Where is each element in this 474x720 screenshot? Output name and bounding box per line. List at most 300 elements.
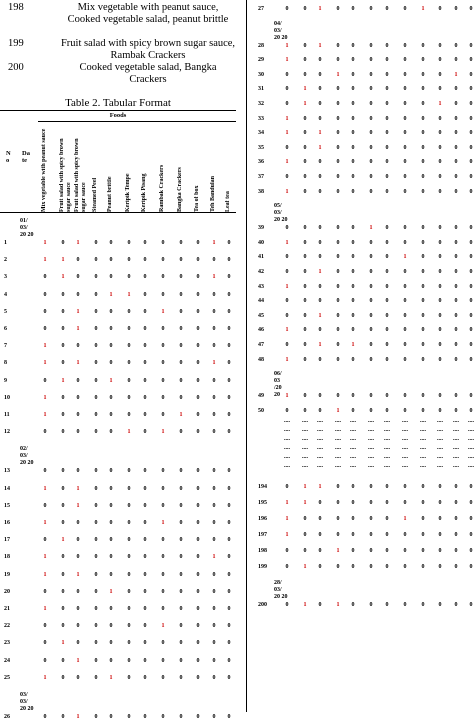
grid-cell: 0 — [351, 159, 355, 166]
grid-cell: 0 — [227, 714, 231, 720]
grid-cell: 0 — [179, 291, 183, 298]
grid-cell: 0 — [454, 6, 458, 12]
grid-cell: 1 — [43, 485, 47, 492]
row-number: 199 — [258, 564, 267, 571]
grid-cell: 0 — [469, 115, 473, 122]
grid-cell: 1 — [285, 283, 289, 290]
grid-cell: 0 — [76, 520, 80, 526]
grid-cell: 0 — [351, 516, 355, 523]
grid-cell: 0 — [76, 377, 80, 384]
grid-cell: 0 — [303, 283, 307, 290]
grid-cell: 0 — [336, 130, 340, 137]
grid-cell: 1 — [61, 640, 65, 647]
grid-cell: 0 — [212, 412, 216, 418]
grid-cell: 1 — [403, 516, 407, 523]
grid-cell: 0 — [43, 274, 47, 281]
ellipsis-cell: .... — [468, 418, 474, 425]
grid-cell: 0 — [109, 429, 113, 436]
row-number: 49 — [258, 393, 264, 400]
grid-cell: 0 — [318, 188, 322, 195]
column-header: Mix vegetable with peanut sauce — [41, 128, 47, 212]
grid-cell: 0 — [196, 606, 200, 612]
ellipsis-cell: .... — [368, 418, 374, 425]
grid-cell: 0 — [143, 571, 147, 578]
grid-cell: 0 — [43, 308, 47, 315]
grid-cell: 0 — [109, 274, 113, 281]
grid-cell: 1 — [336, 548, 340, 555]
grid-cell: 1 — [318, 342, 322, 348]
ellipsis-cell: .... — [317, 418, 323, 425]
grid-cell: 0 — [421, 312, 425, 319]
grid-cell: 0 — [94, 606, 98, 612]
grid-cell: 0 — [351, 532, 355, 539]
grid-cell: 0 — [403, 144, 407, 151]
grid-cell: 0 — [438, 312, 442, 319]
grid-cell: 0 — [196, 257, 200, 264]
row-number: 40 — [258, 239, 264, 246]
grid-cell: 0 — [336, 269, 340, 275]
ellipsis-cell: .... — [453, 454, 459, 461]
grid-cell: 0 — [351, 6, 355, 12]
row-number: 8 — [4, 360, 7, 367]
ellipsis-cell: .... — [402, 427, 408, 434]
grid-cell: 0 — [161, 326, 165, 332]
grid-cell: 0 — [438, 407, 442, 414]
grid-cell: 0 — [285, 144, 289, 151]
grid-cell: 0 — [303, 159, 307, 166]
foods-header: Foods — [109, 112, 127, 119]
grid-cell: 1 — [351, 342, 355, 348]
grid-cell: 0 — [143, 274, 147, 281]
grid-cell: 0 — [285, 174, 289, 180]
grid-cell: 0 — [454, 130, 458, 137]
grid-cell: 0 — [43, 657, 47, 664]
row-number: 22 — [4, 623, 10, 630]
grid-cell: 0 — [161, 554, 165, 561]
grid-cell: 0 — [61, 291, 65, 298]
grid-cell: 0 — [336, 174, 340, 180]
grid-cell: 0 — [212, 343, 216, 350]
grid-cell: 0 — [469, 71, 473, 78]
ellipsis-cell: .... — [384, 418, 390, 425]
grid-cell: 0 — [469, 254, 473, 261]
grid-cell: 0 — [438, 602, 442, 609]
ellipsis-cell: .... — [335, 454, 341, 461]
column-divider — [246, 0, 247, 712]
ellipsis-cell: .... — [368, 445, 374, 452]
grid-cell: 1 — [179, 412, 183, 418]
grid-cell: 0 — [61, 343, 65, 350]
grid-cell: 0 — [318, 239, 322, 246]
grid-cell: 0 — [179, 571, 183, 578]
grid-cell: 0 — [438, 86, 442, 93]
row-number: 45 — [258, 312, 264, 319]
grid-cell: 0 — [61, 429, 65, 436]
grid-cell: 0 — [403, 327, 407, 334]
grid-cell: 0 — [196, 571, 200, 578]
ellipsis-cell: .... — [284, 436, 290, 443]
grid-cell: 0 — [369, 71, 373, 78]
grid-cell: 1 — [76, 657, 80, 664]
grid-cell: 0 — [285, 254, 289, 261]
column-header: Leaf tea — [225, 191, 231, 212]
grid-cell: 1 — [303, 101, 307, 107]
grid-cell: 1 — [303, 602, 307, 609]
grid-cell: 0 — [94, 714, 98, 720]
grid-cell: 0 — [127, 537, 131, 544]
ellipsis-cell: .... — [368, 463, 374, 470]
grid-cell: 0 — [61, 657, 65, 664]
grid-cell: 0 — [469, 159, 473, 166]
grid-cell: 1 — [109, 377, 113, 384]
grid-cell: 0 — [161, 674, 165, 681]
grid-cell: 0 — [469, 602, 473, 609]
grid-cell: 0 — [127, 502, 131, 509]
grid-cell: 0 — [318, 393, 322, 400]
grid-cell: 0 — [94, 291, 98, 298]
grid-cell: 1 — [336, 407, 340, 414]
grid-cell: 0 — [143, 291, 147, 298]
ellipsis-cell: .... — [420, 418, 426, 425]
grid-cell: 0 — [109, 606, 113, 612]
grid-cell: 0 — [94, 377, 98, 384]
grid-cell: 0 — [303, 6, 307, 12]
grid-cell: 0 — [385, 327, 389, 334]
grid-cell: 1 — [43, 257, 47, 264]
grid-cell: 0 — [179, 274, 183, 281]
grid-cell: 0 — [61, 360, 65, 367]
grid-cell: 0 — [438, 516, 442, 523]
row-number: 27 — [258, 6, 264, 12]
grid-cell: 0 — [369, 564, 373, 571]
grid-cell: 0 — [285, 298, 289, 305]
row-number: 19 — [4, 571, 10, 578]
ellipsis-cell: .... — [284, 445, 290, 452]
grid-cell: 0 — [403, 500, 407, 507]
grid-cell: 0 — [303, 298, 307, 305]
grid-cell: 1 — [76, 240, 80, 246]
grid-cell: 0 — [196, 343, 200, 350]
grid-cell: 0 — [421, 484, 425, 491]
grid-cell: 0 — [469, 298, 473, 305]
grid-cell: 0 — [421, 159, 425, 166]
grid-cell: 0 — [212, 308, 216, 315]
grid-cell: 1 — [43, 360, 47, 367]
grid-cell: 1 — [336, 71, 340, 78]
row-number: 30 — [258, 71, 264, 78]
grid-cell: 0 — [143, 640, 147, 647]
grid-cell: 0 — [351, 407, 355, 414]
grid-cell: 0 — [454, 254, 458, 261]
grid-cell: 0 — [421, 188, 425, 195]
ellipsis-cell: .... — [384, 445, 390, 452]
grid-cell: 0 — [438, 71, 442, 78]
row-number: 35 — [258, 144, 264, 151]
grid-cell: 0 — [212, 326, 216, 332]
grid-cell: 0 — [76, 343, 80, 350]
grid-cell: 1 — [61, 377, 65, 384]
row-number: 37 — [258, 174, 264, 180]
grid-cell: 0 — [76, 291, 80, 298]
grid-cell: 0 — [303, 115, 307, 122]
grid-cell: 0 — [212, 377, 216, 384]
grid-cell: 0 — [43, 588, 47, 595]
row-number: 47 — [258, 342, 264, 348]
grid-cell: 0 — [318, 174, 322, 180]
grid-cell: 0 — [212, 502, 216, 509]
row-number: 32 — [258, 101, 264, 107]
grid-cell: 0 — [318, 71, 322, 78]
grid-cell: 0 — [469, 484, 473, 491]
grid-cell: 0 — [469, 269, 473, 275]
row-number: 200 — [258, 602, 267, 609]
grid-cell: 0 — [127, 623, 131, 630]
right-column — [258, 0, 474, 712]
grid-cell: 0 — [179, 240, 183, 246]
grid-cell: 0 — [143, 714, 147, 720]
row-number: 42 — [258, 269, 264, 275]
grid-cell: 0 — [336, 283, 340, 290]
grid-cell: 0 — [179, 468, 183, 475]
ellipsis-cell: .... — [468, 445, 474, 452]
grid-cell: 0 — [143, 240, 147, 246]
grid-cell: 0 — [351, 500, 355, 507]
grid-cell: 0 — [454, 407, 458, 414]
grid-cell: 0 — [161, 502, 165, 509]
grid-cell: 0 — [421, 71, 425, 78]
grid-cell: 0 — [336, 159, 340, 166]
grid-cell: 0 — [403, 269, 407, 275]
row-number: 29 — [258, 57, 264, 64]
grid-cell: 0 — [303, 254, 307, 261]
grid-cell: 0 — [94, 674, 98, 681]
grid-cell: 0 — [285, 484, 289, 491]
grid-cell: 0 — [454, 239, 458, 246]
grid-cell: 0 — [143, 588, 147, 595]
grid-cell: 1 — [76, 326, 80, 332]
grid-cell: 0 — [285, 407, 289, 414]
grid-cell: 0 — [438, 484, 442, 491]
grid-cell: 0 — [385, 312, 389, 319]
grid-cell: 1 — [212, 360, 216, 367]
grid-cell: 1 — [61, 274, 65, 281]
grid-cell: 0 — [385, 298, 389, 305]
grid-cell: 0 — [127, 588, 131, 595]
grid-cell: 0 — [143, 623, 147, 630]
grid-cell: 0 — [143, 308, 147, 315]
grid-cell: 0 — [454, 188, 458, 195]
grid-cell: 0 — [403, 602, 407, 609]
grid-cell: 0 — [179, 429, 183, 436]
grid-cell: 0 — [421, 42, 425, 49]
grid-cell: 0 — [43, 326, 47, 332]
grid-cell: 0 — [385, 130, 389, 137]
ellipsis-cell: .... — [350, 436, 356, 443]
ellipsis-cell: .... — [350, 463, 356, 470]
grid-cell: 0 — [285, 342, 289, 348]
ellipsis-cell: .... — [302, 436, 308, 443]
grid-cell: 0 — [385, 86, 389, 93]
grid-cell: 0 — [109, 308, 113, 315]
grid-cell: 0 — [61, 485, 65, 492]
grid-cell: 0 — [369, 86, 373, 93]
foods-rule — [38, 121, 236, 122]
grid-cell: 1 — [43, 394, 47, 401]
column-header: Bangka Crackers — [177, 167, 183, 212]
grid-cell: 0 — [109, 520, 113, 526]
grid-cell: 0 — [385, 283, 389, 290]
row-number: 43 — [258, 283, 264, 290]
grid-cell: 0 — [403, 57, 407, 64]
row-number: 21 — [4, 606, 10, 612]
grid-cell: 0 — [351, 548, 355, 555]
grid-cell: 0 — [212, 571, 216, 578]
grid-cell: 0 — [351, 101, 355, 107]
grid-cell: 0 — [161, 257, 165, 264]
grid-cell: 0 — [438, 564, 442, 571]
ellipsis-cell: .... — [350, 418, 356, 425]
grid-cell: 0 — [196, 588, 200, 595]
grid-cell: 0 — [212, 623, 216, 630]
grid-cell: 0 — [43, 537, 47, 544]
grid-cell: 0 — [403, 174, 407, 180]
row-number: 195 — [258, 500, 267, 507]
grid-cell: 0 — [403, 6, 407, 12]
grid-cell: 0 — [303, 57, 307, 64]
grid-cell: 0 — [336, 101, 340, 107]
grid-cell: 0 — [109, 360, 113, 367]
row-number: 196 — [258, 516, 267, 523]
grid-cell: 0 — [227, 554, 231, 561]
grid-cell: 0 — [212, 291, 216, 298]
ellipsis-cell: .... — [468, 427, 474, 434]
grid-cell: 0 — [369, 174, 373, 180]
grid-cell: 0 — [285, 86, 289, 93]
grid-cell: 0 — [43, 640, 47, 647]
grid-cell: 0 — [421, 516, 425, 523]
row-number: 14 — [4, 485, 10, 492]
grid-cell: 0 — [421, 564, 425, 571]
grid-cell: 0 — [351, 57, 355, 64]
grid-cell: 0 — [76, 468, 80, 475]
menu-row-no: 200 — [8, 62, 24, 73]
ellipsis-cell: .... — [437, 463, 443, 470]
grid-cell: 0 — [161, 240, 165, 246]
grid-cell: 0 — [61, 571, 65, 578]
grid-cell: 0 — [179, 360, 183, 367]
grid-cell: 0 — [369, 393, 373, 400]
grid-cell: 0 — [403, 548, 407, 555]
grid-cell: 1 — [438, 101, 442, 107]
grid-cell: 1 — [318, 484, 322, 491]
grid-cell: 0 — [421, 269, 425, 275]
grid-cell: 0 — [212, 714, 216, 720]
grid-cell: 0 — [94, 412, 98, 418]
grid-cell: 0 — [179, 714, 183, 720]
grid-cell: 0 — [303, 327, 307, 334]
grid-cell: 0 — [179, 674, 183, 681]
grid-cell: 0 — [109, 502, 113, 509]
row-number: 34 — [258, 130, 264, 137]
grid-cell: 0 — [469, 312, 473, 319]
grid-cell: 0 — [109, 537, 113, 544]
date-label: 06/ 03 /20 20 — [274, 371, 282, 399]
grid-cell: 0 — [227, 360, 231, 367]
ellipsis-cell: .... — [468, 454, 474, 461]
grid-cell: 0 — [336, 57, 340, 64]
grid-cell: 0 — [94, 520, 98, 526]
row-number: 15 — [4, 502, 10, 509]
ellipsis-cell: .... — [453, 427, 459, 434]
grid-cell: 0 — [76, 412, 80, 418]
grid-cell: 0 — [454, 356, 458, 363]
grid-cell: 0 — [212, 468, 216, 475]
grid-cell: 0 — [351, 327, 355, 334]
grid-cell: 0 — [369, 239, 373, 246]
grid-cell: 0 — [109, 554, 113, 561]
row-number: 9 — [4, 377, 7, 384]
ellipsis-cell: .... — [437, 454, 443, 461]
grid-cell: 0 — [143, 377, 147, 384]
row-number: 11 — [4, 412, 10, 418]
row-number: 46 — [258, 327, 264, 334]
grid-cell: 0 — [127, 571, 131, 578]
grid-cell: 0 — [61, 623, 65, 630]
grid-cell: 1 — [303, 564, 307, 571]
grid-cell: 0 — [336, 225, 340, 232]
grid-cell: 0 — [43, 623, 47, 630]
grid-cell: 0 — [469, 532, 473, 539]
grid-cell: 0 — [76, 674, 80, 681]
grid-cell: 0 — [227, 588, 231, 595]
ellipsis-cell: .... — [335, 418, 341, 425]
ellipsis-cell: .... — [384, 436, 390, 443]
ellipsis-cell: .... — [402, 436, 408, 443]
grid-cell: 0 — [285, 269, 289, 275]
grid-cell: 0 — [318, 564, 322, 571]
grid-cell: 0 — [143, 429, 147, 436]
grid-cell: 0 — [196, 412, 200, 418]
grid-cell: 0 — [469, 130, 473, 137]
grid-cell: 0 — [227, 394, 231, 401]
grid-cell: 0 — [143, 257, 147, 264]
grid-cell: 0 — [351, 564, 355, 571]
grid-cell: 0 — [469, 327, 473, 334]
grid-cell: 0 — [196, 377, 200, 384]
row-number: 24 — [4, 657, 10, 664]
grid-cell: 0 — [469, 101, 473, 107]
grid-cell: 0 — [403, 407, 407, 414]
grid-cell: 0 — [94, 485, 98, 492]
grid-cell: 0 — [369, 356, 373, 363]
grid-cell: 0 — [469, 548, 473, 555]
grid-cell: 0 — [318, 225, 322, 232]
grid-cell: 0 — [469, 516, 473, 523]
grid-cell: 0 — [318, 298, 322, 305]
grid-cell: 0 — [127, 606, 131, 612]
grid-cell: 0 — [227, 623, 231, 630]
grid-cell: 0 — [109, 571, 113, 578]
ellipsis-cell: .... — [335, 445, 341, 452]
ellipsis-cell: .... — [335, 463, 341, 470]
grid-cell: 0 — [196, 502, 200, 509]
grid-cell: 0 — [369, 407, 373, 414]
grid-cell: 0 — [179, 520, 183, 526]
table-top-rule — [0, 110, 236, 111]
ellipsis-cell: .... — [302, 427, 308, 434]
grid-cell: 0 — [318, 500, 322, 507]
grid-cell: 0 — [285, 225, 289, 232]
